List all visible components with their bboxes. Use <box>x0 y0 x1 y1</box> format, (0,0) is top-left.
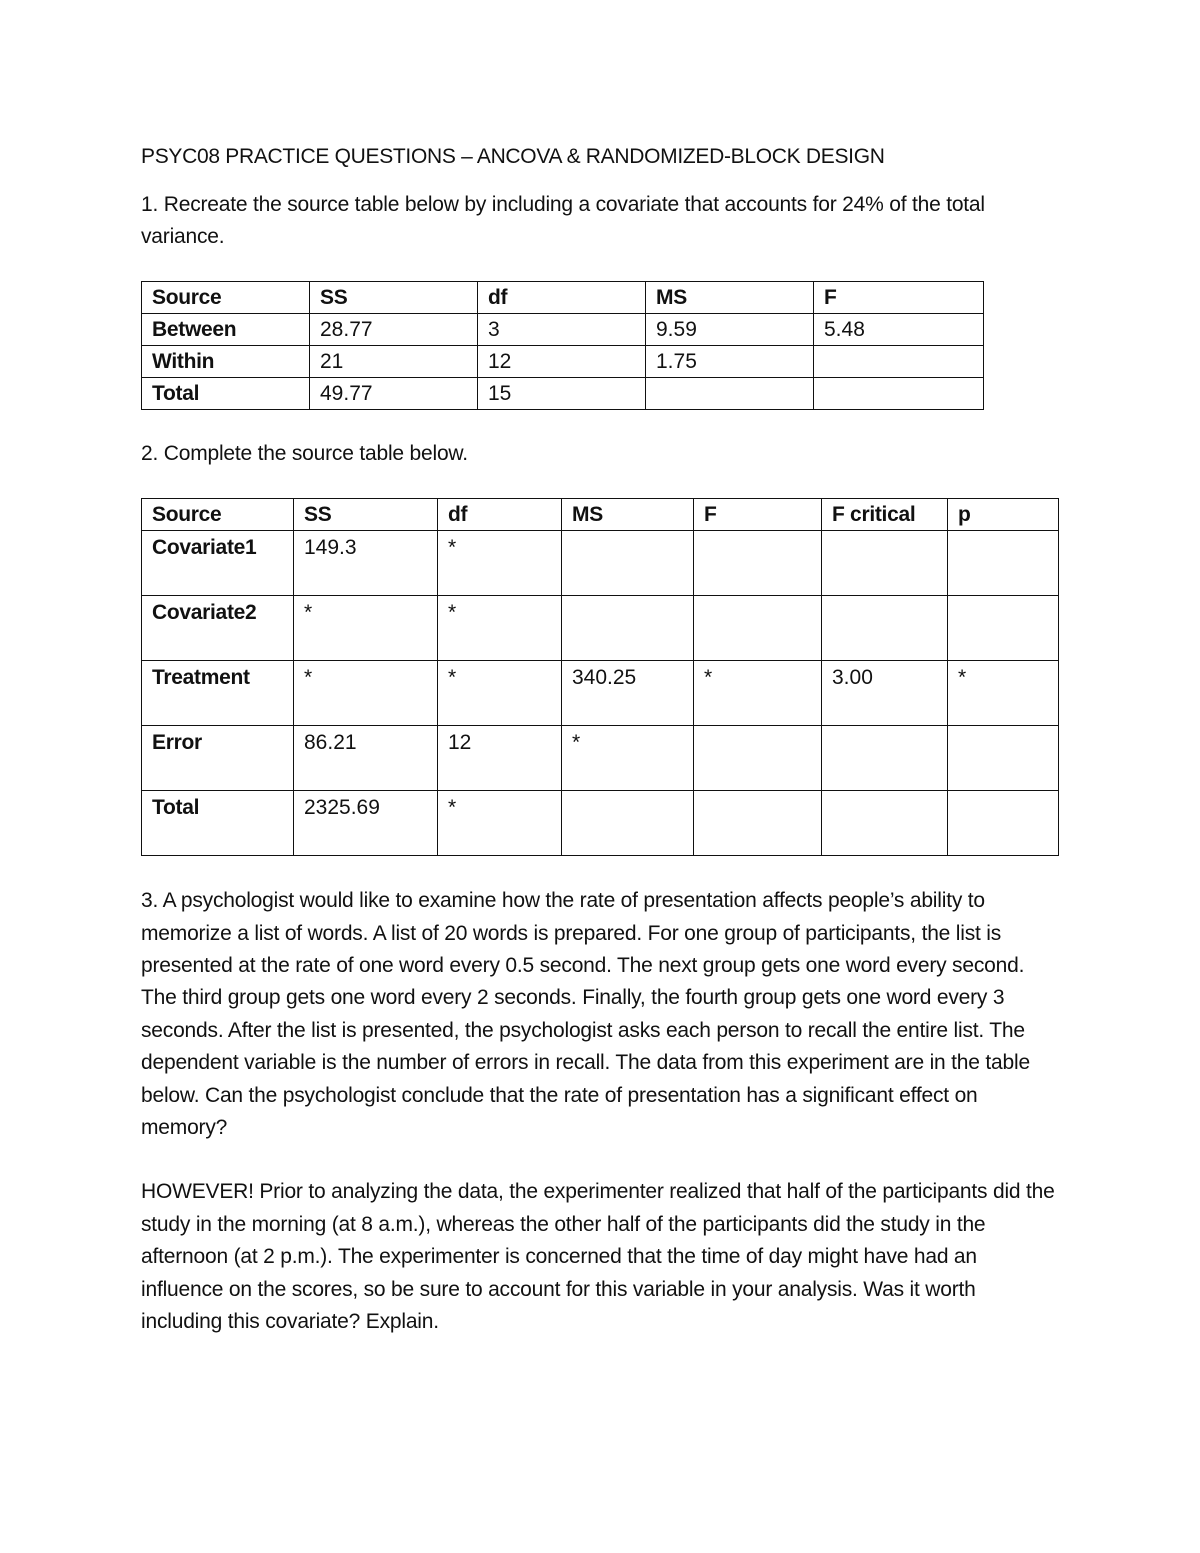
table-cell <box>948 791 1059 856</box>
table-row <box>142 377 984 409</box>
table-cell <box>562 531 694 596</box>
question-2-source-table <box>141 498 1059 856</box>
table-cell: 1.75 <box>646 345 814 377</box>
table-cell: 9.59 <box>646 313 814 345</box>
table-cell <box>646 377 814 409</box>
table-cell: 28.77 <box>310 313 478 345</box>
question-1-text: 1. Recreate the source table below by including a covariate that accounts for 24% of the total variance. <box>141 193 985 249</box>
table-cell: * <box>562 726 694 791</box>
table-row <box>142 531 1059 596</box>
table-row <box>142 726 1059 791</box>
table-cell <box>948 531 1059 596</box>
table-cell <box>694 531 822 596</box>
table-row <box>142 596 1059 661</box>
document-title: PSYC08 PRACTICE QUESTIONS – ANCOVA & RANDOMIZED-BLOCK DESIGN <box>141 145 885 168</box>
table-cell <box>694 791 822 856</box>
table-cell: 3 <box>478 313 646 345</box>
table-header-cell: df <box>478 281 646 313</box>
table-cell: 86.21 <box>294 726 438 791</box>
table-cell: * <box>438 596 562 661</box>
table-header-cell: Source <box>142 281 310 313</box>
table-cell <box>562 596 694 661</box>
table-header-row <box>142 281 984 313</box>
table-header-cell: F <box>694 499 822 531</box>
table-header-row <box>142 499 1059 531</box>
table-cell <box>948 726 1059 791</box>
table-cell <box>694 596 822 661</box>
table-cell <box>694 726 822 791</box>
table-cell: 5.48 <box>814 313 984 345</box>
row-label: Covariate2 <box>142 596 294 661</box>
row-label: Between <box>142 313 310 345</box>
table-header-cell: F <box>814 281 984 313</box>
table-cell: 21 <box>310 345 478 377</box>
table-header-cell: MS <box>646 281 814 313</box>
question-3-paragraph-2: HOWEVER! Prior to analyzing the data, the experimenter realized that half of the participants did the study in the morning (at 8 a.m.), whereas the other half of the participants did the study in the afternoon (at 2 p.m.). The experimenter is concerned that the time of day might have had an influence on the scores, so be sure to account for this variable in your analysis. Was it worth including this covariate? Explain. <box>141 1180 1055 1334</box>
table-cell <box>948 596 1059 661</box>
table-cell: * <box>438 661 562 726</box>
row-label: Treatment <box>142 661 294 726</box>
table-header-cell: df <box>438 499 562 531</box>
table-cell: 3.00 <box>822 661 948 726</box>
table-header-cell: F critical <box>822 499 948 531</box>
row-label: Total <box>142 791 294 856</box>
table-cell: 49.77 <box>310 377 478 409</box>
table-cell: * <box>694 661 822 726</box>
row-label: Total <box>142 377 310 409</box>
table-row <box>142 791 1059 856</box>
table-header-cell: SS <box>310 281 478 313</box>
table-cell: 12 <box>478 345 646 377</box>
table-cell: 2325.69 <box>294 791 438 856</box>
table-cell <box>814 345 984 377</box>
table-cell <box>814 377 984 409</box>
question-3-paragraph-1: 3. A psychologist would like to examine how the rate of presentation affects people’s ability to memorize a list of words. A list of 20 words is prepared. For one group of participants, the list is presented at the rate of one word every 0.5 second. The next group gets one word every second. The third group gets one word every 2 seconds. Finally, the fourth group gets one word every 3 seconds. After the list is presented, the psychologist asks each person to recall the entire list. The dependent variable is the number of errors in recall. The data from this experiment are in the table below. Can the psychologist conclude that the rate of presentation has a significant effect on memory? <box>141 889 1030 1140</box>
table-cell: 15 <box>478 377 646 409</box>
row-label: Within <box>142 345 310 377</box>
table-cell: * <box>294 661 438 726</box>
table-cell <box>822 531 948 596</box>
question-2-text: 2. Complete the source table below. <box>141 441 468 465</box>
table-cell: 340.25 <box>562 661 694 726</box>
table-cell: 149.3 <box>294 531 438 596</box>
document-page <box>141 140 1061 1339</box>
table-cell: * <box>948 661 1059 726</box>
table-cell <box>822 791 948 856</box>
table-cell: 12 <box>438 726 562 791</box>
table-cell <box>822 726 948 791</box>
table-row <box>142 345 984 377</box>
table-cell <box>822 596 948 661</box>
table-cell: * <box>438 791 562 856</box>
question-1-source-table <box>141 281 984 410</box>
table-row <box>142 661 1059 726</box>
row-label: Covariate1 <box>142 531 294 596</box>
table-header-cell: SS <box>294 499 438 531</box>
table-cell: * <box>438 531 562 596</box>
table-cell <box>562 791 694 856</box>
row-label: Error <box>142 726 294 791</box>
table-cell: * <box>294 596 438 661</box>
table-header-cell: Source <box>142 499 294 531</box>
table-header-cell: MS <box>562 499 694 531</box>
table-header-cell: p <box>948 499 1059 531</box>
table-row <box>142 313 984 345</box>
